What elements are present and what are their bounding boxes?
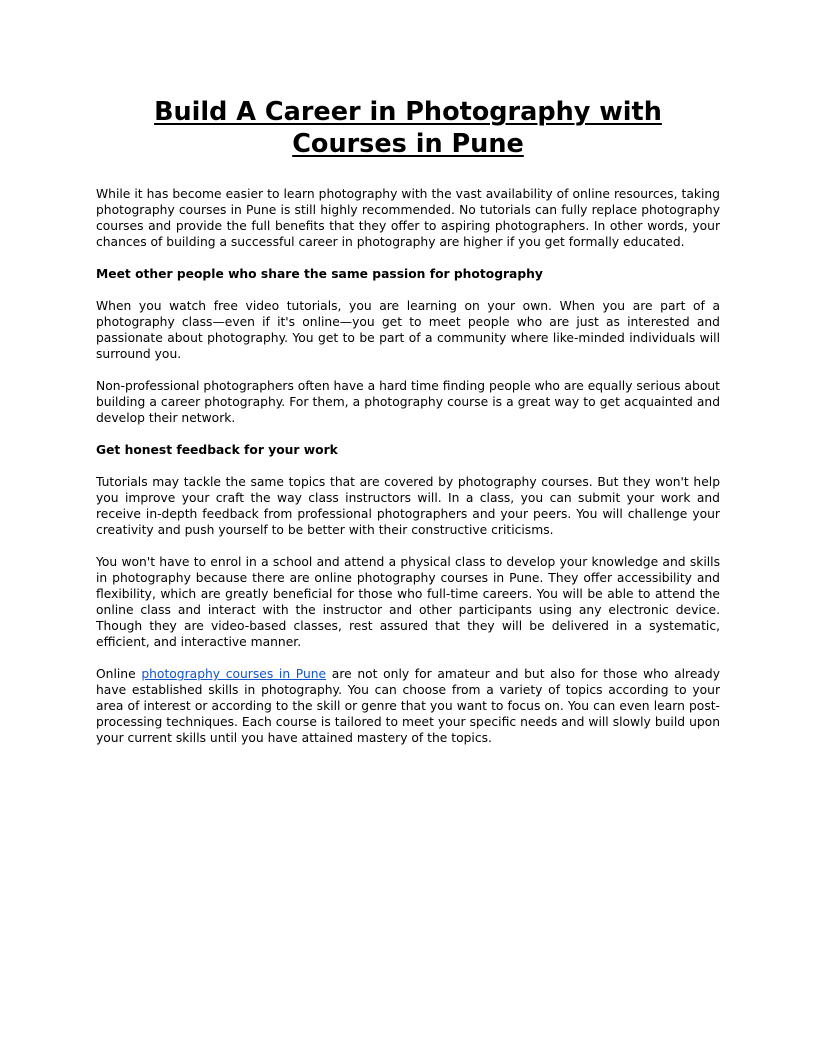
passion-paragraph-1: When you watch free video tutorials, you are learning on your own. When you are part of a photography class—even if it's online—you get to meet people who are just as interested and passionate about photography. You get to be part of a community where like-minded individuals will surround you.: [96, 299, 720, 361]
intro-paragraph: While it has become easier to learn photography with the vast availability of online resources, taking photography courses in Pune is still highly recommended. No tutorials can fully replace photography courses and provide the full benefits that they offer to aspiring photographers. In other words, your chances of building a successful career in photography are higher if you get formally educated.: [96, 187, 720, 249]
document-title-line-1: Build A Career in Photography with: [154, 97, 662, 127]
section-heading-feedback: Get honest feedback for your work: [96, 443, 338, 457]
photography-courses-link[interactable]: photography courses in Pune: [141, 667, 327, 681]
closing-suffix: are not only for amateur and but also for those who already have established skills in photography. You can choose from a variety of topics according to your area of interest or according to the skill or genre that you want to focus on. You can even learn post-processing techniques. Each course is tailored to meet your specific needs and will slowly build upon your current skills until you have attained mastery of the topics.: [96, 667, 721, 745]
closing-paragraph: [96, 666, 720, 746]
feedback-paragraph-2: You won't have to enrol in a school and attend a physical class to develop your knowledge and skills in photography because there are online photography courses in Pune. They offer accessibility and flexibility, which are greatly beneficial for those who full-time careers. You will be able to attend the online class and interact with the instructor and other participants using any electronic device. Though they are video-based classes, rest assured that they will be delivered in a systematic, efficient, and interactive manner.: [96, 555, 720, 649]
closing-prefix: Online: [96, 667, 142, 681]
document-page: [96, 96, 720, 762]
document-title-line-2: Courses in Pune: [292, 129, 524, 159]
feedback-paragraph-1: Tutorials may tackle the same topics that are covered by photography courses. But they won't help you improve your craft the way class instructors will. In a class, you can submit your work and receive in-depth feedback from professional photographers and your peers. You will challenge your creativity and push yourself to be better with their constructive criticisms.: [96, 475, 720, 537]
section-heading-passion: Meet other people who share the same passion for photography: [96, 267, 543, 281]
passion-paragraph-2: Non-professional photographers often have a hard time finding people who are equally serious about building a career photography. For them, a photography course is a great way to get acquainted and develop their network.: [96, 379, 720, 425]
document-title: [96, 96, 720, 160]
